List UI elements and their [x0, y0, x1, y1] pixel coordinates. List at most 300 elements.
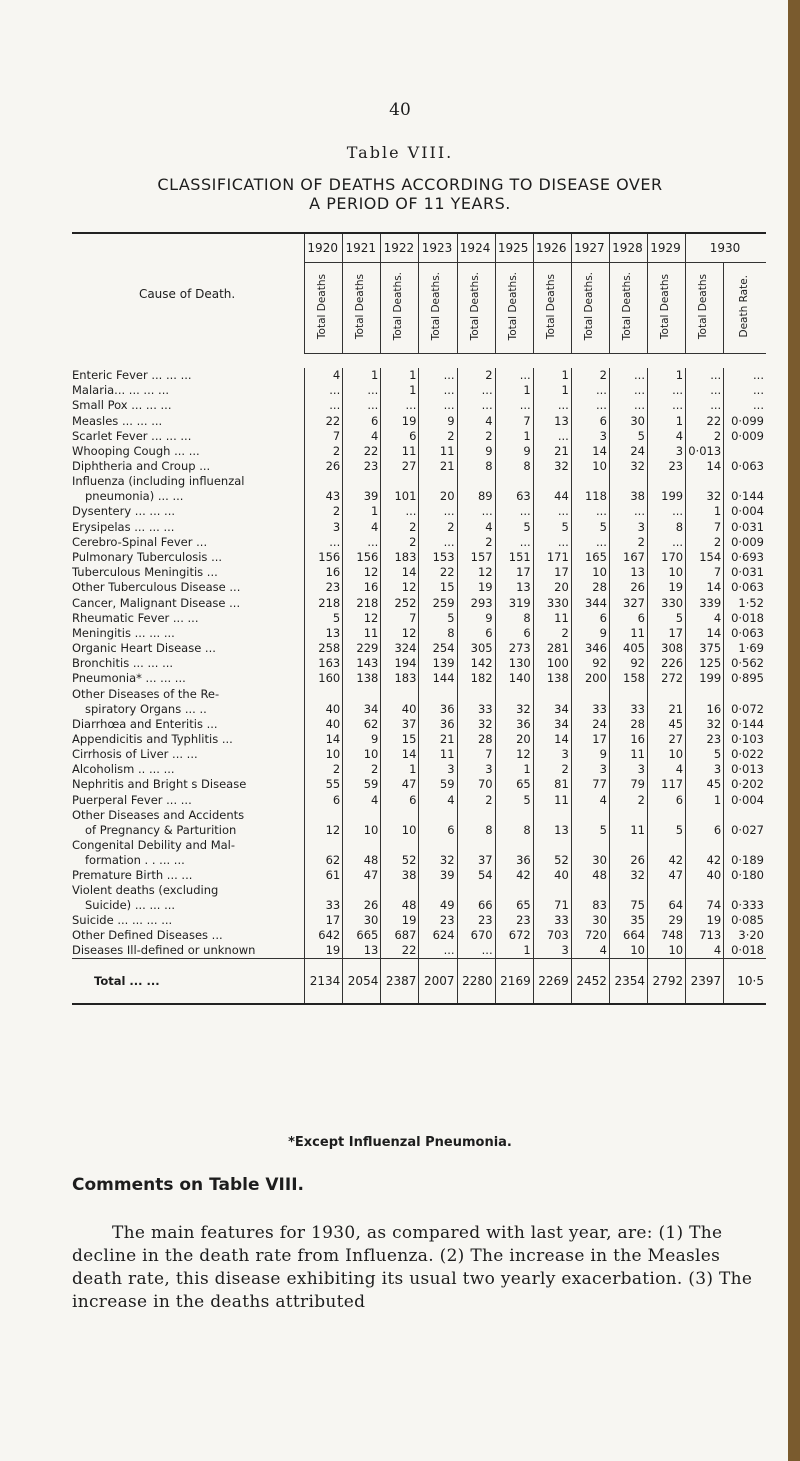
value-cell: 39 [419, 868, 457, 883]
value-cell: 42 [686, 838, 724, 868]
year-header: 1923 [419, 233, 457, 263]
total-value-cell: 2054 [343, 959, 381, 1005]
value-cell: 4 [648, 762, 686, 777]
value-cell: 2 [419, 520, 457, 535]
value-cell: 13 [609, 565, 647, 580]
cause-line: Other Defined Diseases ... [72, 928, 223, 943]
cause-cell [72, 595, 305, 610]
value-cell: 10 [305, 747, 343, 762]
value-cell: 8 [648, 520, 686, 535]
value-cell: 687 [381, 928, 419, 943]
cause-cell [72, 474, 305, 504]
value-cell: 2 [305, 762, 343, 777]
column-subheader-label: Total Deaths [354, 273, 367, 340]
value-cell: 11 [609, 626, 647, 641]
value-cell: 183 [381, 550, 419, 565]
value-cell: 194 [381, 656, 419, 671]
table-row [72, 883, 766, 913]
value-cell: 40 [533, 868, 571, 883]
value-cell: 11 [533, 611, 571, 626]
value-cell: 30 [571, 913, 609, 928]
value-cell: 624 [419, 928, 457, 943]
value-cell: 3 [609, 520, 647, 535]
column-subheader-label: Total Deaths. [620, 272, 633, 341]
value-cell: 21 [533, 444, 571, 459]
table-row [72, 383, 766, 398]
value-cell: 26 [609, 580, 647, 595]
column-subheader-label: Total Deaths [316, 273, 329, 340]
value-cell: 9 [457, 444, 495, 459]
value-cell: ... [533, 429, 571, 444]
value-cell: ... [609, 383, 647, 398]
value-cell: 30 [609, 414, 647, 429]
value-cell: 34 [533, 687, 571, 717]
column-subheader [648, 263, 686, 354]
value-cell: 748 [648, 928, 686, 943]
value-cell: 27 [648, 732, 686, 747]
value-cell: 1 [381, 762, 419, 777]
value-cell: 0·004 [724, 504, 766, 519]
table-row [72, 656, 766, 671]
value-cell: 167 [609, 550, 647, 565]
value-cell: 6 [571, 611, 609, 626]
cause-cell [72, 943, 305, 959]
value-cell: 0·189 [724, 838, 766, 868]
value-cell: 12 [343, 565, 381, 580]
value-cell: 52 [381, 838, 419, 868]
value-cell: 44 [533, 474, 571, 504]
value-cell: 293 [457, 595, 495, 610]
value-cell: 48 [343, 838, 381, 868]
value-cell: 21 [648, 687, 686, 717]
value-cell: 5 [609, 429, 647, 444]
value-cell: 344 [571, 595, 609, 610]
value-cell: 8 [495, 459, 533, 474]
cause-cell [72, 717, 305, 732]
value-cell: 9 [419, 414, 457, 429]
value-cell: 17 [648, 626, 686, 641]
value-cell: 6 [419, 808, 457, 838]
value-cell: 47 [381, 777, 419, 792]
value-cell: 0·562 [724, 656, 766, 671]
column-subheader-label: Total Deaths [697, 273, 710, 340]
value-cell: 7 [457, 747, 495, 762]
cause-line: Suicide ... ... ... ... [72, 912, 173, 927]
value-cell: 3 [533, 747, 571, 762]
value-cell: 281 [533, 641, 571, 656]
value-cell: 5 [419, 611, 457, 626]
value-cell: 138 [533, 671, 571, 686]
value-cell: 40 [305, 717, 343, 732]
value-cell: 0·031 [724, 565, 766, 580]
value-cell: ... [381, 398, 419, 413]
value-cell: 1 [648, 368, 686, 383]
value-cell: 153 [419, 550, 457, 565]
value-cell: 1 [686, 793, 724, 808]
value-cell: 14 [686, 580, 724, 595]
value-cell: 29 [648, 913, 686, 928]
cause-line: Premature Birth ... ... [72, 867, 193, 882]
value-cell: 10 [648, 943, 686, 959]
table-row [72, 429, 766, 444]
cause-cell [72, 580, 305, 595]
value-cell: 45 [648, 717, 686, 732]
value-cell: 39 [343, 474, 381, 504]
value-cell: 3 [533, 943, 571, 959]
cause-line: Other Diseases and Accidents [72, 807, 245, 822]
total-value-cell: 2007 [419, 959, 457, 1005]
value-cell: 37 [381, 717, 419, 732]
total-value-cell: 10·5 [724, 959, 766, 1005]
value-cell: ... [419, 368, 457, 383]
cause-cell [72, 504, 305, 519]
value-cell: 324 [381, 641, 419, 656]
value-cell: 4 [305, 368, 343, 383]
value-cell: 17 [495, 565, 533, 580]
column-subheader [419, 263, 457, 354]
value-cell: 74 [686, 883, 724, 913]
value-cell [724, 444, 766, 459]
value-cell: 6 [305, 793, 343, 808]
value-cell: ... [648, 398, 686, 413]
table-row [72, 459, 766, 474]
value-cell: 92 [571, 656, 609, 671]
value-cell: ... [686, 383, 724, 398]
value-cell: 24 [609, 444, 647, 459]
cause-line: Alcoholism .. ... ... [72, 762, 175, 777]
cause-line: Diphtheria and Croup ... [72, 459, 211, 474]
value-cell: 79 [609, 777, 647, 792]
value-cell: 26 [609, 838, 647, 868]
value-cell: 42 [495, 868, 533, 883]
cause-line: Nephritis and Bright s Disease [72, 777, 247, 792]
value-cell: 9 [571, 626, 609, 641]
value-cell: 3 [648, 444, 686, 459]
value-cell: 38 [381, 868, 419, 883]
value-cell: 12 [381, 626, 419, 641]
column-subheader [343, 263, 381, 354]
value-cell: 158 [609, 671, 647, 686]
cause-cell [72, 368, 305, 383]
value-cell: 713 [686, 928, 724, 943]
value-cell: 26 [305, 459, 343, 474]
value-cell: 17 [533, 565, 571, 580]
value-cell: 2 [343, 762, 381, 777]
cause-header-label: Cause of Death. [138, 286, 236, 301]
value-cell: 32 [495, 687, 533, 717]
value-cell: ... [419, 398, 457, 413]
value-cell: 1 [495, 429, 533, 444]
value-cell: ... [648, 383, 686, 398]
value-cell: 63 [495, 474, 533, 504]
value-cell: ... [609, 368, 647, 383]
value-cell: 258 [305, 641, 343, 656]
cause-cell [72, 459, 305, 474]
value-cell: 2 [686, 429, 724, 444]
value-cell: 13 [533, 808, 571, 838]
value-cell: 32 [609, 868, 647, 883]
value-cell: 665 [343, 928, 381, 943]
comments-heading: Comments on Table VIII. [72, 1175, 304, 1195]
value-cell: 13 [343, 943, 381, 959]
value-cell: ... [381, 504, 419, 519]
cause-line: Violent deaths (excluding [72, 882, 219, 897]
value-cell: 6 [381, 429, 419, 444]
cause-line: of Pregnancy & Parturition [85, 822, 237, 837]
value-cell: 48 [381, 883, 419, 913]
value-cell: 70 [457, 777, 495, 792]
value-cell: 170 [648, 550, 686, 565]
value-cell: ... [305, 398, 343, 413]
value-cell: 156 [343, 550, 381, 565]
value-cell: 642 [305, 928, 343, 943]
value-cell: 160 [305, 671, 343, 686]
value-cell: 42 [648, 838, 686, 868]
cause-line: Enteric Fever ... ... ... [72, 368, 192, 383]
cause-line: Suicide) ... ... ... [85, 897, 176, 912]
value-cell: 10 [381, 808, 419, 838]
value-cell: 252 [381, 595, 419, 610]
value-cell: ... [724, 398, 766, 413]
value-cell: 1·52 [724, 595, 766, 610]
cause-line: spiratory Organs ... .. [85, 701, 207, 716]
value-cell: 34 [533, 717, 571, 732]
value-cell: 0·009 [724, 429, 766, 444]
value-cell: 12 [343, 611, 381, 626]
cause-cell [72, 611, 305, 626]
value-cell: ... [648, 535, 686, 550]
value-cell: 0·099 [724, 414, 766, 429]
cause-line: Cancer, Malignant Disease ... [72, 595, 241, 610]
value-cell: 330 [533, 595, 571, 610]
value-cell: ... [419, 504, 457, 519]
value-cell: 14 [686, 626, 724, 641]
value-cell: 35 [609, 913, 647, 928]
value-cell: 1 [495, 762, 533, 777]
cause-line: Diarrhœa and Enteritis ... [72, 716, 218, 731]
value-cell: 6 [648, 793, 686, 808]
year-header: 1921 [343, 233, 381, 263]
value-cell: 139 [419, 656, 457, 671]
value-cell: 4 [686, 943, 724, 959]
table-row [72, 565, 766, 580]
footnote: *Except Influenzal Pneumonia. [288, 1135, 512, 1150]
value-cell: ... [457, 943, 495, 959]
value-cell: 48 [571, 868, 609, 883]
value-cell: 45 [686, 777, 724, 792]
value-cell: 2 [381, 535, 419, 550]
value-cell: 10 [609, 943, 647, 959]
value-cell: 27 [381, 459, 419, 474]
value-cell: 65 [495, 883, 533, 913]
value-cell: 163 [305, 656, 343, 671]
value-cell: 0·180 [724, 868, 766, 883]
value-cell: 3 [571, 762, 609, 777]
value-cell: 14 [381, 747, 419, 762]
value-cell: ... [305, 383, 343, 398]
value-cell: 14 [381, 565, 419, 580]
table-row [72, 580, 766, 595]
value-cell: 2 [381, 520, 419, 535]
value-cell: 30 [571, 838, 609, 868]
value-cell: 26 [343, 883, 381, 913]
table-row [72, 595, 766, 610]
value-cell: 259 [419, 595, 457, 610]
value-cell: 65 [495, 777, 533, 792]
year-header: 1927 [571, 233, 609, 263]
value-cell: 182 [457, 671, 495, 686]
value-cell: 1 [343, 504, 381, 519]
table-row [72, 520, 766, 535]
table-row [72, 444, 766, 459]
cause-line: Congenital Debility and Mal- [72, 837, 236, 852]
value-cell: 199 [648, 474, 686, 504]
value-cell: 4 [343, 429, 381, 444]
value-cell: 2 [571, 368, 609, 383]
value-cell: ... [609, 398, 647, 413]
column-subheader-label: Death Rate. [737, 275, 750, 338]
cause-line: Puerperal Fever ... ... [72, 792, 192, 807]
value-cell: 664 [609, 928, 647, 943]
value-cell: 17 [305, 913, 343, 928]
value-cell: 7 [381, 611, 419, 626]
value-cell: 2 [419, 429, 457, 444]
cause-cell [72, 747, 305, 762]
value-cell: 130 [495, 656, 533, 671]
value-cell: 19 [381, 913, 419, 928]
year-header-row [72, 233, 766, 263]
cause-cell [72, 762, 305, 777]
table-row [72, 838, 766, 868]
value-cell: 218 [343, 595, 381, 610]
value-cell: ... [457, 504, 495, 519]
value-cell: 125 [686, 656, 724, 671]
value-cell: 32 [609, 459, 647, 474]
value-cell: 28 [609, 717, 647, 732]
value-cell: 19 [457, 580, 495, 595]
value-cell: 0·202 [724, 777, 766, 792]
table-row [72, 368, 766, 383]
value-cell: ... [495, 504, 533, 519]
cause-line: Cirrhosis of Liver ... ... [72, 747, 198, 762]
value-cell: ... [343, 383, 381, 398]
value-cell: 16 [686, 687, 724, 717]
cause-line: Tuberculous Meningitis ... [72, 565, 218, 580]
value-cell: 23 [343, 459, 381, 474]
value-cell: 13 [495, 580, 533, 595]
column-subheader-label: Total Deaths. [468, 272, 481, 341]
value-cell: 308 [648, 641, 686, 656]
total-row [72, 959, 766, 1005]
value-cell: 3 [571, 429, 609, 444]
value-cell: 47 [648, 868, 686, 883]
value-cell: 23 [457, 913, 495, 928]
value-cell: 32 [419, 838, 457, 868]
value-cell: 1 [381, 368, 419, 383]
total-value-cell: 2269 [533, 959, 571, 1005]
value-cell: ... [571, 398, 609, 413]
column-subheader-label: Total Deaths [544, 273, 557, 340]
value-cell: 703 [533, 928, 571, 943]
value-cell: 229 [343, 641, 381, 656]
value-cell: 200 [571, 671, 609, 686]
value-cell: 10 [648, 747, 686, 762]
cause-cell [72, 793, 305, 808]
value-cell: 11 [419, 747, 457, 762]
cause-cell [72, 928, 305, 943]
cause-cell [72, 444, 305, 459]
value-cell: ... [533, 504, 571, 519]
value-cell: 55 [305, 777, 343, 792]
value-cell: 5 [571, 520, 609, 535]
table-row [72, 398, 766, 413]
value-cell: 199 [686, 671, 724, 686]
value-cell: 14 [533, 732, 571, 747]
value-cell: 154 [686, 550, 724, 565]
total-value-cell: 2354 [609, 959, 647, 1005]
value-cell: 32 [686, 717, 724, 732]
value-cell: 64 [648, 883, 686, 913]
value-cell: ... [533, 398, 571, 413]
value-cell: 23 [686, 732, 724, 747]
value-cell: 30 [343, 913, 381, 928]
value-cell: 5 [686, 747, 724, 762]
value-cell: 0·103 [724, 732, 766, 747]
value-cell: 34 [343, 687, 381, 717]
page-edge-strip [788, 0, 800, 1461]
cause-cell [72, 838, 305, 868]
value-cell: 33 [571, 687, 609, 717]
cause-cell [72, 398, 305, 413]
value-cell: 4 [419, 793, 457, 808]
column-subheader [305, 263, 343, 354]
value-cell: 11 [381, 444, 419, 459]
value-cell: 23 [419, 913, 457, 928]
value-cell: 11 [533, 793, 571, 808]
value-cell: 254 [419, 641, 457, 656]
value-cell: 21 [419, 459, 457, 474]
value-cell: 38 [609, 474, 647, 504]
cause-cell [72, 414, 305, 429]
value-cell: 1 [495, 383, 533, 398]
table-row [72, 671, 766, 686]
value-cell: 3 [457, 762, 495, 777]
cause-line: Erysipelas ... ... ... [72, 519, 175, 534]
value-cell: 339 [686, 595, 724, 610]
spacer-cell [72, 354, 766, 369]
cause-line: Diseases Ill-defined or unknown [72, 943, 256, 958]
cause-cell [72, 671, 305, 686]
value-cell: 81 [533, 777, 571, 792]
cause-line: formation . . ... ... [85, 852, 185, 867]
value-cell: 9 [571, 747, 609, 762]
year-header: 1922 [381, 233, 419, 263]
value-cell: ... [571, 504, 609, 519]
table-row [72, 687, 766, 717]
value-cell: 13 [533, 414, 571, 429]
value-cell: 6 [495, 626, 533, 641]
cause-cell [72, 565, 305, 580]
table-row [72, 868, 766, 883]
value-cell: 5 [495, 520, 533, 535]
value-cell: 0·063 [724, 580, 766, 595]
table-row [72, 762, 766, 777]
total-value-cell: 2387 [381, 959, 419, 1005]
column-subheader [571, 263, 609, 354]
cause-line: pneumonia) ... ... [85, 489, 184, 504]
value-cell: 101 [381, 474, 419, 504]
value-cell: 156 [305, 550, 343, 565]
